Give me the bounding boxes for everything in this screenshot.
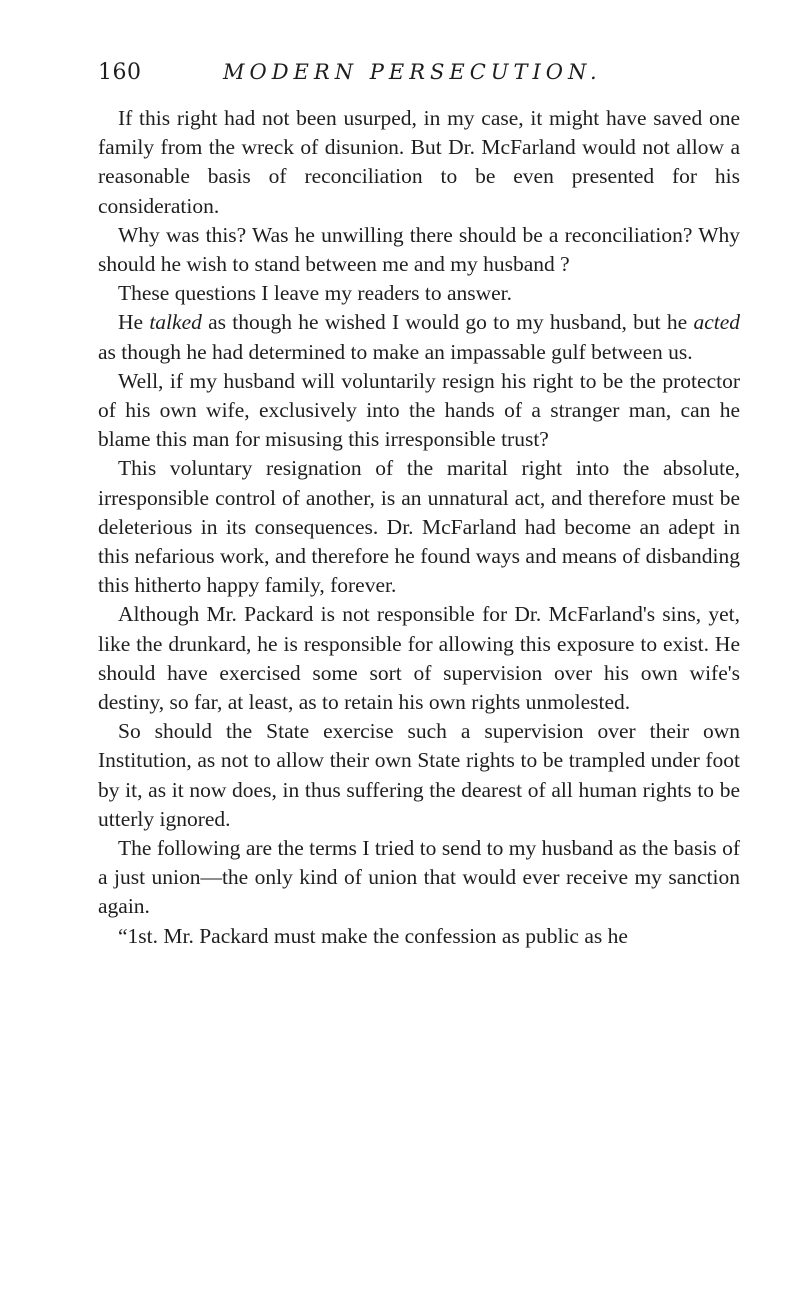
text-span: This voluntary resignation of the marital right into the absolute, irresponsible control of another, is an unnatural act, and therefore must be deleterious in its consequences. Dr. McFarland had become an adept in this nefarious work, and therefore he found ways and means of disbanding this hitherto happy family, forever. [98, 456, 740, 598]
italic-emphasis: talked [149, 310, 202, 335]
text-span: Although Mr. Packard is not responsible for Dr. McFarland's sins, yet, like the drunkard, he is responsible for allowing this exposure to exist. He should have exercised some sort of supervision over his own wife's destiny, so far, at least, as to retain his own rights unmolested. [98, 602, 740, 715]
paragraph [98, 308, 740, 366]
paragraph [98, 367, 740, 455]
text-span: Why was this? Was he unwilling there should be a reconciliation? Why should he wish to stand between me and my husband ? [98, 222, 740, 277]
paragraph [98, 104, 740, 221]
text-span: These questions I leave my readers to answer. [118, 281, 513, 306]
text-span: as though he wished I would go to my husband, but he [201, 310, 694, 335]
paragraph [98, 834, 740, 922]
text-span: as though he had determined to make an impassable gulf between us. [98, 339, 693, 364]
text-span: The following are the terms I tried to send to my husband as the basis of a just union—the only kind of union that would ever receive my sanction again. [98, 836, 740, 919]
page-header [98, 60, 740, 94]
italic-emphasis: acted [693, 310, 740, 335]
book-page [98, 60, 740, 951]
text-span: If this right had not been usurped, in my case, it might have saved one family from the wreck of disunion. But Dr. McFarland would not allow a reasonable basis of reconciliation to be even presented for his consideration. [98, 106, 740, 218]
text-span: “1st. Mr. Packard must make the confession as public as he [118, 923, 628, 948]
text-span: Well, if my husband will voluntarily resign his right to be the protector of his own wife, exclusively into the hands of a stranger man, can he blame this man for misusing this irresponsible trust? [98, 368, 740, 452]
paragraph [98, 221, 740, 279]
text-span: He [118, 310, 150, 335]
body-text [98, 104, 740, 951]
text-span: So should the State exercise such a supervision over their own Institution, as not to allow their own State rights to be trampled under foot by it, as it now does, in thus suffering the dearest of all human rights to be utterly ignored. [98, 719, 740, 831]
paragraph [98, 600, 740, 717]
paragraph [98, 717, 740, 834]
page-number: 160 [98, 60, 142, 85]
paragraph [98, 922, 740, 951]
paragraph [98, 279, 740, 308]
paragraph [98, 454, 740, 600]
running-title: MODERN PERSECUTION. [223, 60, 602, 84]
